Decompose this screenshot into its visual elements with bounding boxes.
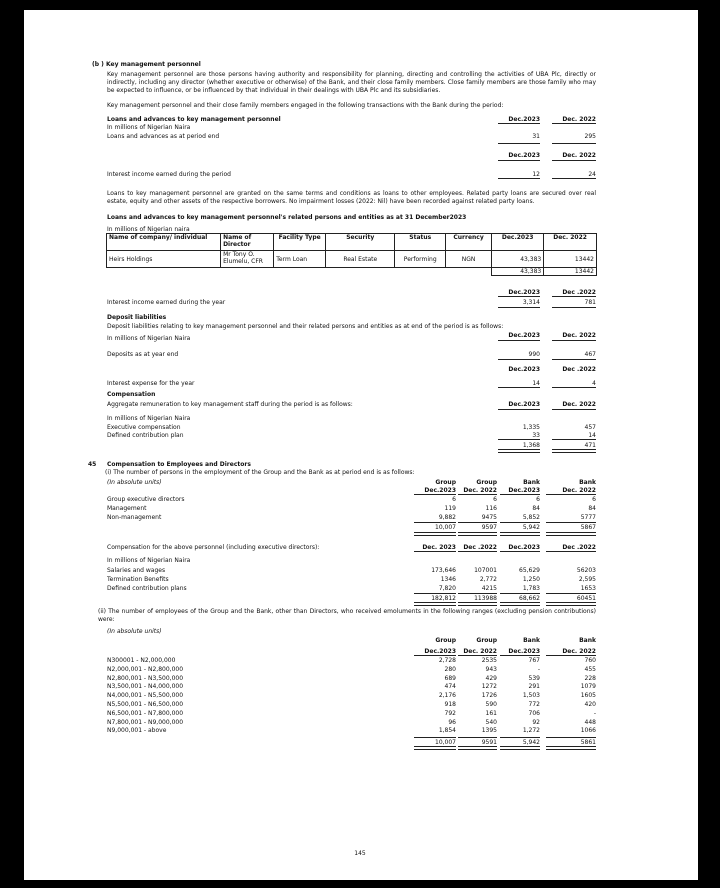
document-page bbox=[24, 10, 698, 880]
table-total-cell bbox=[395, 268, 446, 276]
table-header-cell: Security bbox=[326, 234, 395, 251]
total-double-rule bbox=[546, 532, 596, 536]
row-label: Non-management bbox=[107, 514, 162, 521]
col-header: Dec.2023 bbox=[508, 544, 540, 551]
total-value: 471 bbox=[584, 442, 596, 449]
value: 1653 bbox=[580, 585, 596, 592]
table-header-cell: Dec.2023 bbox=[492, 234, 544, 251]
value: 291 bbox=[528, 683, 540, 691]
value: 455 bbox=[584, 665, 596, 673]
total-value: 68,662 bbox=[519, 595, 540, 602]
rule bbox=[414, 494, 456, 495]
total-value: 182,812 bbox=[431, 595, 456, 602]
total-double-rule bbox=[458, 746, 497, 750]
rule bbox=[552, 409, 596, 410]
row-label: Interest income earned during the period bbox=[107, 171, 231, 178]
value: 56203 bbox=[576, 567, 596, 574]
value: 65,629 bbox=[519, 567, 540, 574]
col-header: Dec .2022 bbox=[463, 544, 497, 551]
row-label: Defined contribution plan bbox=[107, 432, 184, 439]
value: 228 bbox=[584, 674, 596, 682]
col-header: Dec. 2022 bbox=[562, 487, 596, 494]
value: 1395 bbox=[481, 727, 497, 735]
value: 420 bbox=[584, 701, 596, 708]
value: 1,854 bbox=[438, 727, 456, 735]
value: 1726 bbox=[481, 692, 497, 700]
value: 792 bbox=[444, 709, 456, 717]
col-header-2022: Dec .2022 bbox=[562, 366, 596, 373]
compensation-text: Aggregate remuneration to key management staff during the period is as follows: bbox=[107, 401, 353, 408]
table-header-cell: Dec. 2022 bbox=[544, 234, 597, 251]
value: 990 bbox=[528, 351, 540, 358]
value: 448 bbox=[584, 718, 596, 726]
value: - bbox=[537, 665, 540, 673]
table-header-cell: Currency bbox=[446, 234, 492, 251]
total-value: 60451 bbox=[576, 595, 596, 602]
value: 474 bbox=[444, 683, 456, 691]
col-header-2022: Dec. 2022 bbox=[562, 116, 596, 123]
rule bbox=[498, 439, 540, 440]
col-header: Dec.2023 bbox=[424, 648, 456, 655]
table-cell: 43,383 bbox=[492, 251, 544, 268]
col-header: Dec.2023 bbox=[508, 648, 540, 655]
rule bbox=[498, 387, 540, 388]
rule bbox=[498, 340, 540, 341]
col-header-2023: Dec.2023 bbox=[508, 332, 540, 339]
rule bbox=[458, 522, 497, 523]
table-total-cell bbox=[274, 268, 326, 276]
total-double-rule bbox=[458, 532, 497, 536]
value: 92 bbox=[532, 718, 540, 726]
rule bbox=[458, 551, 497, 552]
total-value: 10,007 bbox=[435, 739, 456, 746]
value: 96 bbox=[448, 718, 456, 726]
total-double-rule bbox=[500, 602, 540, 606]
value: 1272 bbox=[481, 683, 497, 691]
total-value: 5861 bbox=[580, 739, 596, 746]
value: 295 bbox=[584, 133, 596, 140]
rule bbox=[498, 143, 540, 144]
value: 6 bbox=[536, 496, 540, 503]
col-header: Bank bbox=[523, 637, 540, 644]
value: 781 bbox=[584, 299, 596, 306]
row-label: Loans and advances as at period end bbox=[107, 133, 220, 140]
total-double-rule bbox=[414, 532, 456, 536]
col-header-2023: Dec.2023 bbox=[508, 289, 540, 296]
total-double-rule bbox=[546, 746, 596, 750]
range-label: N5,500,001 - N6,500,000 bbox=[107, 701, 184, 708]
value: 14 bbox=[532, 380, 540, 387]
range-label: N2,000,001 - N2,800,000 bbox=[107, 665, 184, 673]
value: 116 bbox=[485, 505, 497, 512]
table-row bbox=[107, 251, 597, 268]
rule bbox=[546, 655, 596, 656]
value: 1,503 bbox=[522, 692, 540, 700]
rule bbox=[552, 387, 596, 388]
col-header: Dec. 2022 bbox=[562, 648, 596, 655]
value: 119 bbox=[444, 505, 456, 512]
value: 1,272 bbox=[522, 727, 540, 735]
col-header-2023: Dec.2023 bbox=[508, 366, 540, 373]
loans-heading: Loans and advances to key management personnel bbox=[107, 116, 281, 123]
value: 107001 bbox=[474, 567, 497, 574]
value: 84 bbox=[588, 505, 596, 512]
range-label: N4,000,001 - N5,500,000 bbox=[107, 692, 184, 700]
table-header-cell: Name of Director bbox=[221, 234, 274, 251]
value: 1,335 bbox=[522, 424, 540, 431]
range-label: N300001 - N2,000,000 bbox=[107, 657, 176, 664]
row-label: Termination Benefits bbox=[107, 576, 169, 583]
related-heading: Loans and advances to key management personnel's related persons and entities as at 31 December2023 bbox=[107, 214, 467, 221]
total-value: 1,368 bbox=[522, 442, 540, 449]
table-header-cell: Facility Type bbox=[274, 234, 326, 251]
rule bbox=[552, 143, 596, 144]
compensation-label: Compensation for the above personnel (including executive directors): bbox=[107, 544, 320, 551]
related-party-table bbox=[106, 233, 597, 276]
value: 590 bbox=[485, 701, 497, 708]
emolument-ranges-text: (ii) The number of employees of the Group and the Bank, other than Directors, who received emoluments in the following ranges (excluding pension contributions) were: bbox=[98, 608, 596, 623]
col-header: Group bbox=[435, 637, 456, 644]
row-label: Interest expense for the year bbox=[107, 380, 195, 387]
col-header-2022: Dec. 2022 bbox=[562, 152, 596, 159]
total-double-rule bbox=[500, 746, 540, 750]
value: 467 bbox=[584, 351, 596, 358]
total-value: 9597 bbox=[481, 524, 497, 531]
rule bbox=[500, 737, 540, 738]
value: 2,728 bbox=[438, 657, 456, 664]
table-cell: Performing bbox=[395, 251, 446, 268]
deposit-heading: Deposit liabilities bbox=[107, 314, 167, 321]
total-double-rule bbox=[458, 602, 497, 606]
col-header: Bank bbox=[579, 479, 596, 486]
col-header-2023: Dec.2023 bbox=[508, 116, 540, 123]
unit-label: In millions of Nigerian Naira bbox=[107, 124, 191, 131]
value: 5777 bbox=[580, 514, 596, 521]
rule bbox=[498, 123, 540, 124]
row-label: Interest income earned during the year bbox=[107, 299, 226, 306]
table-header-cell: Name of company/ individual bbox=[107, 234, 221, 251]
section-heading: (b ) Key management personnel bbox=[92, 61, 201, 68]
total-double-rule bbox=[414, 746, 456, 750]
table-total-cell bbox=[107, 268, 221, 276]
value: 2,176 bbox=[438, 692, 456, 700]
table-cell: Real Estate bbox=[326, 251, 395, 268]
table-total-row bbox=[107, 268, 597, 276]
rule bbox=[458, 655, 497, 656]
value: 7,820 bbox=[438, 585, 456, 592]
value: 1079 bbox=[580, 683, 596, 691]
rule bbox=[546, 494, 596, 495]
value: 6 bbox=[452, 496, 456, 503]
value: 689 bbox=[444, 674, 456, 682]
rule bbox=[458, 494, 497, 495]
rule bbox=[414, 737, 456, 738]
rule bbox=[498, 296, 540, 297]
table-header-cell: Status bbox=[395, 234, 446, 251]
note-number: 45 bbox=[88, 461, 97, 468]
value: 14 bbox=[588, 432, 596, 439]
value: 9,882 bbox=[438, 514, 456, 521]
value: 2,772 bbox=[479, 576, 497, 583]
value: 1,250 bbox=[522, 576, 540, 583]
rule bbox=[500, 494, 540, 495]
rule bbox=[552, 296, 596, 297]
value: 767 bbox=[528, 657, 540, 664]
rule bbox=[500, 522, 540, 523]
value: 31 bbox=[532, 133, 540, 140]
rule bbox=[500, 593, 540, 594]
table-header-row bbox=[107, 234, 597, 251]
unit-label: (In absolute units) bbox=[107, 479, 162, 486]
table-cell: Mr Tony O. Elumelu, CFR bbox=[221, 251, 274, 268]
intro-paragraph: Key management personnel are those persons having authority and responsibility for planning, directing and controlling the activities of UBA Plc, directly or indirectly, including any director (whether executive or otherwise) of the Bank, and their close family members. Close family members are those family who may be expected to influence, or be influenced by that individual in their dealings with UBA Plc and its subsidiaries. bbox=[107, 71, 596, 94]
rule bbox=[552, 160, 596, 161]
table-cell: Heirs Holdings bbox=[107, 251, 221, 268]
value: 3,314 bbox=[522, 299, 540, 306]
value: 540 bbox=[485, 718, 497, 726]
rule bbox=[546, 551, 596, 552]
rule bbox=[552, 439, 596, 440]
value: 5,852 bbox=[522, 514, 540, 521]
rule bbox=[500, 551, 540, 552]
row-label: Deposits as at year end bbox=[107, 351, 179, 358]
col-header-2023: Dec.2023 bbox=[508, 401, 540, 408]
col-header: Dec .2022 bbox=[562, 544, 596, 551]
range-label: N9,000,001 - above bbox=[107, 727, 167, 735]
unit-label: In millions of Nigerian Naira bbox=[107, 415, 191, 422]
table-total-cell: 43,383 bbox=[492, 268, 544, 276]
row-label: Management bbox=[107, 505, 147, 512]
total-value: 5,942 bbox=[522, 524, 540, 531]
table-total-cell bbox=[446, 268, 492, 276]
col-header-2023: Dec.2023 bbox=[508, 152, 540, 159]
value: 33 bbox=[532, 432, 540, 439]
col-header: Dec.2023 bbox=[424, 487, 456, 494]
value: 1605 bbox=[580, 692, 596, 700]
total-value: 113988 bbox=[474, 595, 497, 602]
rule bbox=[414, 593, 456, 594]
value: 6 bbox=[493, 496, 497, 503]
sub-heading: (i) The number of persons in the employment of the Group and the Bank as at period end is as follows: bbox=[105, 469, 415, 476]
rule bbox=[546, 522, 596, 523]
rule bbox=[552, 359, 596, 360]
value: 12 bbox=[532, 171, 540, 178]
range-label: N7,800,001 - N9,000,000 bbox=[107, 718, 184, 726]
value: 429 bbox=[485, 674, 497, 682]
row-label: Executive compensation bbox=[107, 424, 181, 431]
value: 2535 bbox=[481, 657, 497, 664]
value: - bbox=[593, 709, 596, 717]
col-header: Bank bbox=[579, 637, 596, 644]
rule bbox=[498, 307, 540, 308]
note-heading: Compensation to Employees and Directors bbox=[107, 461, 251, 468]
rule bbox=[414, 551, 456, 552]
col-header: Dec. 2022 bbox=[463, 648, 497, 655]
rule bbox=[552, 340, 596, 341]
col-header: Group bbox=[435, 479, 456, 486]
rule bbox=[546, 593, 596, 594]
value: 4 bbox=[592, 380, 596, 387]
rule bbox=[552, 123, 596, 124]
value: 173,646 bbox=[431, 567, 456, 574]
value: 760 bbox=[584, 657, 596, 664]
table-cell: Term Loan bbox=[274, 251, 326, 268]
value: 280 bbox=[444, 665, 456, 673]
row-label: Defined contribution plans bbox=[107, 585, 187, 592]
value: 1346 bbox=[440, 576, 456, 583]
total-double-rule bbox=[546, 602, 596, 606]
rule bbox=[498, 359, 540, 360]
rule bbox=[552, 178, 596, 179]
total-value: 10,007 bbox=[435, 524, 456, 531]
value: 457 bbox=[584, 424, 596, 431]
compensation-heading: Compensation bbox=[107, 391, 156, 398]
rule bbox=[414, 655, 456, 656]
value: 539 bbox=[528, 674, 540, 682]
deposit-text: Deposit liabilities relating to key management personnel and their related persons and entities as at end of the period is as follows: bbox=[107, 323, 504, 330]
value: 24 bbox=[588, 171, 596, 178]
rule bbox=[546, 737, 596, 738]
value: 161 bbox=[485, 709, 497, 717]
page-number: 145 bbox=[354, 850, 366, 857]
rule bbox=[498, 178, 540, 179]
value: 943 bbox=[485, 665, 497, 673]
col-header: Group bbox=[476, 637, 497, 644]
value: 772 bbox=[528, 701, 540, 708]
value: 84 bbox=[532, 505, 540, 512]
value: 1066 bbox=[580, 727, 596, 735]
value: 2,595 bbox=[578, 576, 596, 583]
unit-label: In millions of Nigerian Naira bbox=[107, 335, 191, 342]
rule bbox=[458, 737, 497, 738]
value: 706 bbox=[528, 709, 540, 717]
value: 9475 bbox=[481, 514, 497, 521]
rule bbox=[552, 307, 596, 308]
rule bbox=[500, 655, 540, 656]
terms-paragraph: Loans to key management personnel are granted on the same terms and conditions as loans to other employees. Related party loans are secured over real estate, equity and other assets of the respective borrowers. No impairment losses (2022: Nil) have been recorded against related party loans. bbox=[107, 190, 596, 205]
total-double-rule bbox=[414, 602, 456, 606]
unit-label: In millions of Nigerian Naira bbox=[107, 557, 191, 564]
value: 4215 bbox=[481, 585, 497, 592]
value: 6 bbox=[592, 496, 596, 503]
table-cell: NGN bbox=[446, 251, 492, 268]
row-label: Group executive directors bbox=[107, 496, 185, 503]
col-header: Bank bbox=[523, 479, 540, 486]
rule bbox=[458, 593, 497, 594]
unit-label: (In absolute units) bbox=[107, 628, 162, 635]
col-header-2022: Dec .2022 bbox=[562, 289, 596, 296]
col-header-2022: Dec. 2022 bbox=[562, 401, 596, 408]
range-label: N2,800,001 - N3,500,000 bbox=[107, 674, 184, 682]
col-header: Group bbox=[476, 479, 497, 486]
rule bbox=[498, 160, 540, 161]
transactions-text: Key management personnel and their close family members engaged in the following transactions with the Bank during the period: bbox=[107, 102, 504, 109]
table-total-cell: 13442 bbox=[544, 268, 597, 276]
value: 1,783 bbox=[522, 585, 540, 592]
row-label: Salaries and wages bbox=[107, 567, 166, 574]
range-label: N3,500,001 - N4,000,000 bbox=[107, 683, 184, 691]
range-label: N6,500,001 - N7,800,000 bbox=[107, 709, 184, 717]
rule bbox=[498, 409, 540, 410]
unit-label: In millions of Nigerian naira bbox=[107, 226, 190, 233]
total-double-rule bbox=[552, 449, 596, 453]
col-header-2022: Dec. 2022 bbox=[562, 332, 596, 339]
rule bbox=[414, 522, 456, 523]
table-total-cell bbox=[326, 268, 395, 276]
total-value: 9591 bbox=[481, 739, 497, 746]
col-header: Dec. 2022 bbox=[463, 487, 497, 494]
col-header: Dec.2023 bbox=[508, 487, 540, 494]
col-header: Dec. 2023 bbox=[422, 544, 456, 551]
value: 918 bbox=[444, 701, 456, 708]
total-value: 5,942 bbox=[522, 739, 540, 746]
total-value: 5867 bbox=[580, 524, 596, 531]
table-cell: 13442 bbox=[544, 251, 597, 268]
total-double-rule bbox=[498, 449, 540, 453]
total-double-rule bbox=[500, 532, 540, 536]
table-total-cell bbox=[221, 268, 274, 276]
